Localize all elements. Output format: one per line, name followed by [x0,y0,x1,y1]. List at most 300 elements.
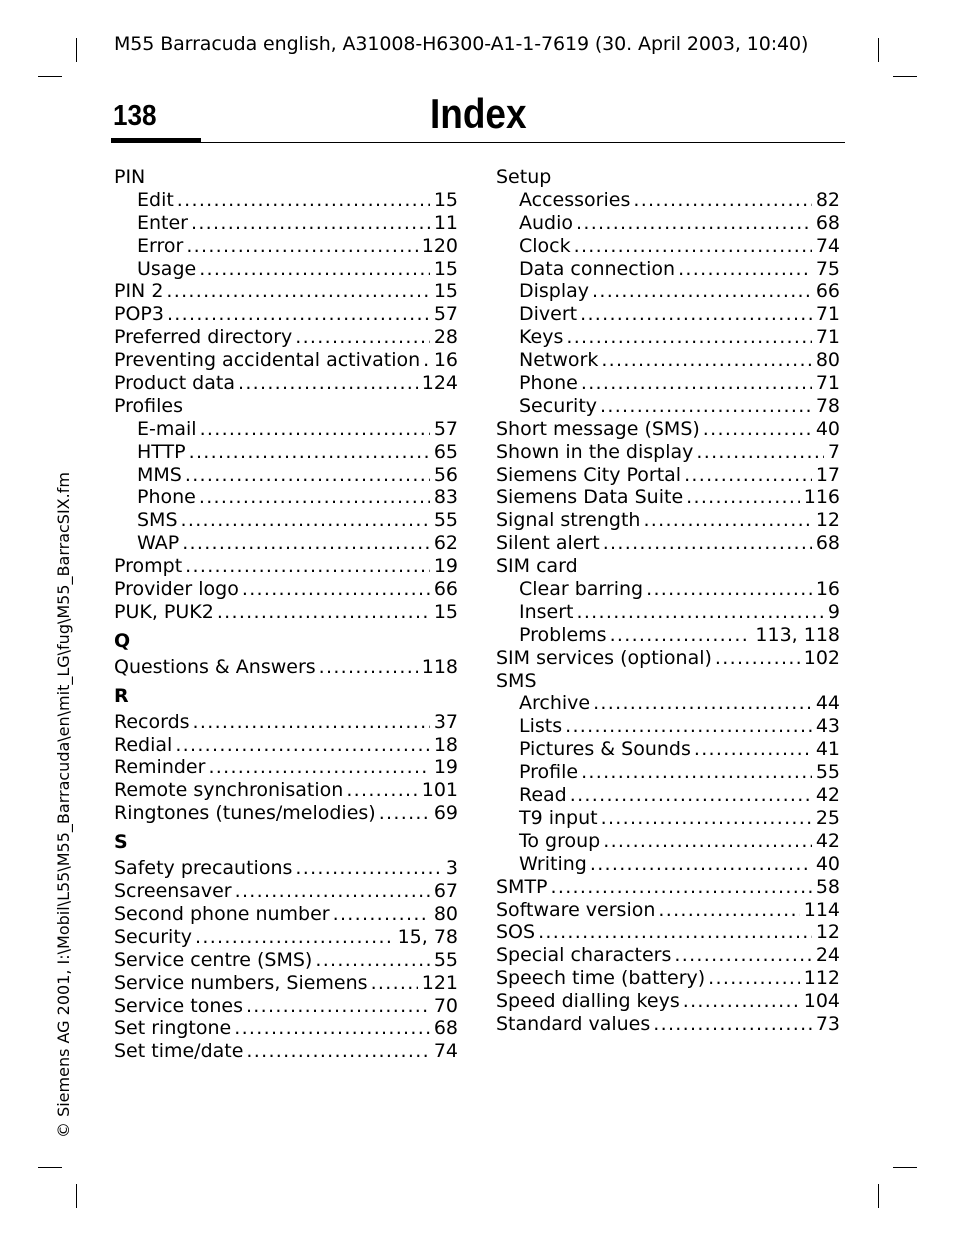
dot-leader [295,326,430,349]
index-entry [114,949,458,972]
index-page-ref: 7 [827,440,840,463]
dot-leader [246,995,430,1018]
crop-mark-bottom-right-horizontal [893,1167,917,1168]
index-entry-label: E-mail [137,417,197,440]
dot-leader [371,972,418,995]
index-column-right [496,166,840,1036]
crop-mark-top-left-vertical [76,38,77,62]
index-entry-label: Silent alert [496,532,600,555]
index-entry-label: Phone [137,486,196,509]
index-subentry [496,258,840,281]
index-page-ref: 74 [815,234,840,257]
index-entry-label: Pictures & Sounds [519,738,691,761]
index-entry-label: Set ringtone [114,1017,232,1040]
index-page-ref: 69 [433,802,458,825]
dot-leader [379,802,430,825]
index-entry-label: Provider logo [114,578,239,601]
index-entry-label: SMS [496,669,537,692]
index-entry-label: Security [519,394,598,417]
index-entry [114,326,458,349]
dot-leader [684,464,812,487]
index-page-ref: 55 [433,509,458,532]
index-entry-label: Error [137,234,184,257]
index-entry [496,944,840,967]
index-entry [496,464,840,487]
index-page-ref: 17 [815,463,840,486]
index-entry [114,857,458,880]
index-page-ref: 124 [421,372,458,395]
index-entry-label: Ringtones (tunes/melodies) [114,802,376,825]
dot-leader [217,601,430,624]
index-entry-label: SMS [137,509,178,532]
index-subentry [114,235,458,258]
dot-leader [581,761,812,784]
index-entry-label: Network [519,349,599,372]
index-entry [114,601,458,624]
dot-leader [603,830,812,853]
index-entry-label: Records [114,710,190,733]
index-subentry [114,441,458,464]
index-subentry [114,532,458,555]
crop-mark-top-left-horizontal [38,76,62,77]
dot-leader [185,555,430,578]
index-entry-label: Safety precautions [114,857,293,880]
index-entry-label: Standard values [496,1012,651,1035]
index-page-ref: 15 [433,188,458,211]
dot-leader [208,756,429,779]
index-entry-label: Service centre (SMS) [114,948,313,971]
index-page-ref: 43 [815,715,840,738]
index-group-heading [114,166,458,189]
index-subentry [496,349,840,372]
index-subentry [496,395,840,418]
dot-leader [653,1013,812,1036]
index-entry-label: Shown in the display [496,440,694,463]
dot-leader [590,853,812,876]
running-header: M55 Barracuda english, A31008-H6300-A1-1-7619 (30. April 2003, 10:40) [114,33,809,55]
index-entry [114,779,458,802]
dot-leader [694,738,812,761]
index-page-ref: 104 [803,990,840,1013]
index-page-ref: 120 [421,234,458,257]
index-page-ref: 19 [433,756,458,779]
index-entry [114,802,458,825]
dot-leader [200,418,430,441]
index-entry-label: Audio [519,211,574,234]
index-entry-label: POP3 [114,303,164,326]
index-subentry [496,624,840,647]
index-entry [496,647,840,670]
dot-leader [600,395,812,418]
dot-leader [195,926,394,949]
dot-leader [295,857,442,880]
index-page-ref: 82 [815,188,840,211]
index-entry-label: Software version [496,898,656,921]
index-subentry [496,715,840,738]
index-entry [114,1017,458,1040]
page-number: 138 [113,100,157,132]
dot-leader [423,349,430,372]
index-page-ref: 67 [433,880,458,903]
index-entry-label: SOS [496,921,536,944]
index-subentry [496,189,840,212]
index-entry-label: Security [114,925,193,948]
dot-leader [235,880,430,903]
index-entry-label: Signal strength [496,509,641,532]
index-entry-label: Divert [519,303,578,326]
index-entry [114,880,458,903]
index-subentry [496,212,840,235]
dot-leader [610,624,752,647]
dot-leader [658,899,799,922]
dot-leader [603,532,812,555]
index-entry-label: T9 input [519,806,598,829]
dot-leader [580,303,812,326]
index-entry [114,711,458,734]
index-entry-label: Preventing accidental activation [114,349,421,372]
index-page-ref: 16 [433,349,458,372]
index-entry-label: Phone [519,372,578,395]
index-page-ref: 15 [433,257,458,280]
index-page-ref: 66 [815,280,840,303]
index-page-ref: 42 [815,829,840,852]
index-page-ref: 57 [433,417,458,440]
side-file-path: © Siemens AG 2001, I:\Mobil\L55\M55_Barracuda\en\mit_LG\fug\M55_BarracSIX.fm [54,472,73,1138]
index-page-ref: 71 [815,372,840,395]
index-subentry [496,807,840,830]
index-entry [496,990,840,1013]
dot-leader [242,578,430,601]
index-entry-label: Special characters [496,944,672,967]
index-page-ref: 12 [815,921,840,944]
index-subentry [496,692,840,715]
index-subentry [496,853,840,876]
index-entry-label: Prompt [114,555,183,578]
index-entry-label: Usage [137,257,197,280]
index-entry-label: Service numbers, Siemens [114,971,368,994]
index-subentry [114,212,458,235]
dot-leader [346,779,417,802]
index-page-ref: 65 [433,440,458,463]
index-entry [114,349,458,372]
index-page-ref: 75 [815,257,840,280]
dot-leader [538,921,812,944]
dot-leader [566,326,811,349]
index-group-heading [496,555,840,578]
dot-leader [333,903,430,926]
crop-mark-bottom-left-vertical [76,1184,77,1208]
index-entry [114,903,458,926]
index-entry-label: MMS [137,463,182,486]
index-subentry [496,738,840,761]
index-page-ref: 44 [815,692,840,715]
dot-leader [167,303,430,326]
index-entry-label: SIM card [496,555,578,578]
dot-leader [686,486,800,509]
index-page-ref: 73 [815,1012,840,1035]
index-entry [496,441,840,464]
index-page-ref: 37 [433,710,458,733]
index-page-ref: 71 [815,326,840,349]
index-entry [114,555,458,578]
index-entry-label: SMTP [496,875,548,898]
index-subentry [496,601,840,624]
dot-leader [646,578,812,601]
index-entry-label: Questions & Answers [114,655,316,678]
index-entry-label: Siemens Data Suite [496,486,684,509]
index-entry [114,972,458,995]
index-page-ref: 55 [433,948,458,971]
dot-leader [633,189,811,212]
index-page-ref: 15, 78 [397,925,458,948]
dot-leader [189,441,430,464]
index-page-ref: 66 [433,578,458,601]
index-subentry [496,326,840,349]
index-entry-label: Set time/date [114,1040,244,1063]
index-page-ref: 41 [815,738,840,761]
index-page-ref: 116 [803,486,840,509]
index-group-heading [496,166,840,189]
dot-leader [678,258,812,281]
index-entry-label: Preferred directory [114,326,293,349]
index-entry-label: Profiles [114,394,183,417]
index-entry [496,921,840,944]
index-entry-label: Speed dialling keys [496,990,680,1013]
index-page-ref: 40 [815,417,840,440]
index-page-ref: 62 [433,532,458,555]
index-entry [496,899,840,922]
index-page-ref: 71 [815,303,840,326]
dot-leader [234,1017,430,1040]
index-subentry [114,464,458,487]
dot-leader [565,715,812,738]
index-entry-label: Siemens City Portal [496,463,682,486]
index-group-heading [114,395,458,418]
index-page-ref: 15 [433,600,458,623]
index-page-ref: 114 [803,898,840,921]
crop-mark-top-right-vertical [878,38,879,62]
index-entry-label: Enter [137,211,188,234]
dot-leader [199,486,430,509]
index-page-ref: 25 [815,806,840,829]
index-page-ref: 70 [433,994,458,1017]
index-entry-label: Redial [114,733,173,756]
index-entry-label: Speech time (battery) [496,967,706,990]
index-entry-label: Display [519,280,590,303]
index-page-ref: 112 [803,967,840,990]
index-subentry [496,235,840,258]
index-subentry [496,761,840,784]
index-entry [114,1040,458,1063]
dot-leader [175,734,430,757]
index-page-ref: 74 [433,1040,458,1063]
index-entry [496,876,840,899]
index-page-ref: 19 [433,555,458,578]
index-page-ref: 16 [815,578,840,601]
index-entry-label: SIM services (optional) [496,646,712,669]
index-entry [496,967,840,990]
index-entry-label: Clear barring [519,578,644,601]
index-entry-label: WAP [137,532,180,555]
index-entry [114,656,458,679]
dot-leader [696,441,824,464]
index-entry-label: Service tones [114,994,243,1017]
index-entry-label: Data connection [519,257,676,280]
index-entry-label: Problems [519,623,607,646]
dot-leader [683,990,800,1013]
index-page-ref: 12 [815,509,840,532]
dot-leader [246,1040,429,1063]
dot-leader [715,647,800,670]
dot-leader [185,464,430,487]
dot-leader [177,189,430,212]
index-page-ref: 101 [421,779,458,802]
index-entry-label: HTTP [137,440,186,463]
dot-leader [199,258,430,281]
index-page-ref: 3 [445,857,458,880]
index-entry [114,734,458,757]
dot-leader [182,532,430,555]
index-entry-label: Profile [519,761,579,784]
index-letter-heading: S [114,831,128,854]
index-entry-label: Second phone number [114,902,330,925]
index-column-left [114,166,458,1063]
index-page-ref: 9 [827,600,840,623]
index-page-ref: 56 [433,463,458,486]
dot-leader [181,509,430,532]
index-entry-label: Short message (SMS) [496,417,700,440]
index-entry-label: Reminder [114,756,206,779]
index-entry-label: Archive [519,692,591,715]
index-page-ref: 80 [815,349,840,372]
index-page-ref: 18 [433,733,458,756]
dot-leader [238,372,418,395]
dot-leader [576,212,812,235]
index-page-ref: 118 [421,655,458,678]
dot-leader [166,280,429,303]
index-entry [496,509,840,532]
index-entry-label: Insert [519,600,574,623]
index-entry-label: Edit [137,188,174,211]
dot-leader [703,418,812,441]
dot-leader [551,876,812,899]
index-entry [114,280,458,303]
index-entry-label: PIN 2 [114,280,164,303]
index-entry-label: Keys [519,326,564,349]
index-entry-label: Read [519,784,567,807]
index-entry [114,578,458,601]
index-page-ref: 121 [421,971,458,994]
index-entry [114,372,458,395]
index-group-heading [496,670,840,693]
dot-leader [593,692,812,715]
index-subentry [114,486,458,509]
index-page-ref: 80 [433,902,458,925]
index-entry [496,486,840,509]
index-entry-label: Product data [114,372,235,395]
dot-leader [191,212,430,235]
index-page-ref: 102 [803,646,840,669]
dot-leader [601,349,811,372]
index-entry-label: Accessories [519,188,631,211]
index-page-ref: 11 [433,211,458,234]
index-page-ref: 55 [815,761,840,784]
index-page-ref: 15 [433,280,458,303]
index-letter-heading: Q [114,629,131,652]
index-page-ref: 68 [433,1017,458,1040]
dot-leader [186,235,417,258]
index-subentry [496,303,840,326]
index-page-ref: 40 [815,852,840,875]
index-subentry [496,578,840,601]
index-subentry [496,280,840,303]
index-subentry [114,509,458,532]
index-entry [496,532,840,555]
index-entry [114,303,458,326]
dot-leader [601,807,812,830]
index-page-ref: 42 [815,784,840,807]
index-entry-label: Remote synchronisation [114,779,344,802]
index-page-ref: 28 [433,326,458,349]
index-page-ref: 57 [433,303,458,326]
index-entry-label: Lists [519,715,563,738]
index-page-ref: 78 [815,394,840,417]
crop-mark-bottom-left-horizontal [38,1167,62,1168]
index-subentry [114,258,458,281]
index-page-ref: 68 [815,532,840,555]
index-page-ref: 68 [815,211,840,234]
index-entry-label: To group [519,829,601,852]
index-entry [114,756,458,779]
index-subentry [496,830,840,853]
page-title: Index [430,90,527,137]
dot-leader [319,656,418,679]
index-subentry [496,372,840,395]
index-letter-heading: R [114,684,129,707]
index-entry [496,1013,840,1036]
index-subentry [114,418,458,441]
index-subentry [114,189,458,212]
index-entry [496,418,840,441]
index-entry-label: Writing [519,852,587,875]
dot-leader [708,967,800,990]
dot-leader [577,601,824,624]
dot-leader [592,280,812,303]
index-entry-label: Clock [519,234,571,257]
index-entry-label: Screensaver [114,880,232,903]
dot-leader [674,944,811,967]
crop-mark-top-right-horizontal [893,76,917,77]
dot-leader [643,509,811,532]
crop-mark-bottom-right-vertical [878,1184,879,1208]
index-entry-label: PUK, PUK2 [114,600,214,623]
index-page-ref: 113, 118 [755,623,840,646]
dot-leader [193,711,430,734]
index-entry [114,995,458,1018]
index-entry [114,926,458,949]
dot-leader [570,784,812,807]
index-entry-label: PIN [114,166,146,188]
index-page-ref: 58 [815,875,840,898]
dot-leader [581,372,812,395]
index-entry-label: Setup [496,166,552,188]
index-page-ref: 83 [433,486,458,509]
dot-leader [315,949,429,972]
title-rule [111,142,845,143]
index-subentry [496,784,840,807]
index-page-ref: 24 [815,944,840,967]
dot-leader [574,235,812,258]
